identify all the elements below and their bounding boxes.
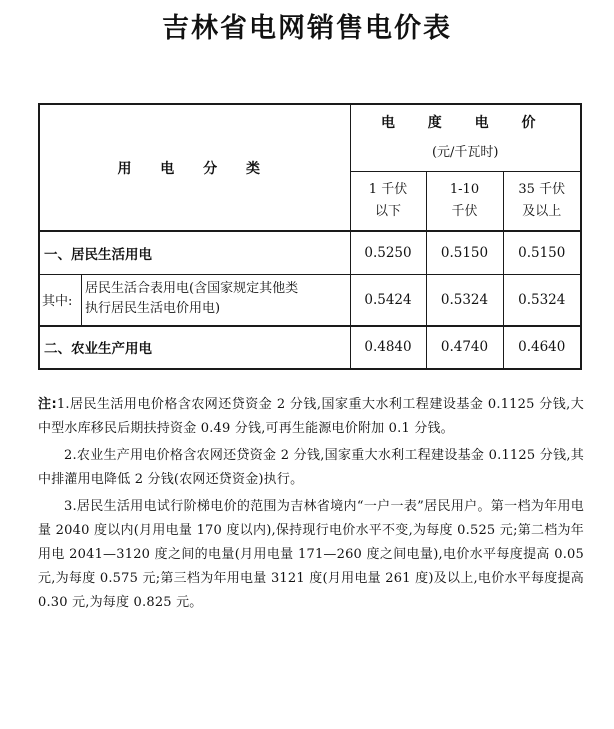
tariff-table [38,103,582,370]
table-row [39,326,581,369]
price-cell: 0.4740 [426,326,503,369]
voltage-column-header [503,172,581,232]
category-cell [39,274,350,326]
price-cell: 0.4840 [350,326,426,369]
price-cell: 0.5424 [350,274,426,326]
voltage-line2: 及以上 [522,204,562,219]
note-3: 3.居民生活用电试行阶梯电价的范围为吉林省境内“一户一表”居民用户。第一档为年用电量 2040 度以内(月用电量 170 度以内),保持现行电价水平不变,为每度 0.525 元;第二档为年用电 2041—3120 度之间的电量(月用电量 171—260 度之间电量),电价水平每度提高 0.05 元,为每度 0.575 元;第三档为年用电量 3121 度(月用电量 261 度)及以上,电价水平每度提高 0.30 元,为每度 0.825 元。 [38,499,584,610]
price-cell: 0.5250 [350,231,426,274]
price-header: 电 度 电 价 [380,115,550,131]
voltage-line2: 以下 [374,204,401,219]
price-cell: 0.5150 [503,231,581,274]
note-prefix: 注: [38,397,57,412]
voltage-column-header [350,172,426,232]
price-cell: 0.4640 [503,326,581,369]
note-1-text: 1.居民生活用电价格含农网还贷资金 2 分钱,国家重大水利工程建设基金 0.1125 分钱,大中型水库移民后期扶持资金 0.49 分钱,可再生能源电价附加 0.1 分钱。 [38,397,584,436]
category-header: 用 电 分 类 [39,104,350,231]
sub-category-text [82,275,350,325]
voltage-column-header [426,172,503,232]
note-1 [38,393,584,441]
price-cell: 0.5324 [503,274,581,326]
notes-section [38,393,584,615]
category-cell: 二、农业生产用电 [39,326,350,369]
voltage-line1: 1-10 [449,182,480,197]
page-title: 吉林省电网销售电价表 [162,13,452,44]
note-2: 2.农业生产用电价格含农网还贷资金 2 分钱,国家重大水利工程建设基金 0.1125 分钱,其中排灌用电降低 2 分钱(农网还贷资金)执行。 [38,448,584,487]
voltage-line1: 35 千伏 [518,182,566,197]
sub-label: 其中: [40,275,82,325]
voltage-line1: 1 千伏 [368,182,408,197]
voltage-line2: 千伏 [451,204,478,219]
price-header-cell [350,104,581,172]
price-cell: 0.5150 [426,231,503,274]
sub-category-line2: 执行居民生活电价用电) [85,300,221,316]
sub-category-line1: 居民生活合表用电(含国家规定其他类 [85,280,299,296]
price-unit: (元/千瓦时) [431,145,499,160]
table-row [39,274,581,326]
price-cell: 0.5324 [426,274,503,326]
category-cell: 一、居民生活用电 [39,231,350,274]
table-row [39,231,581,274]
